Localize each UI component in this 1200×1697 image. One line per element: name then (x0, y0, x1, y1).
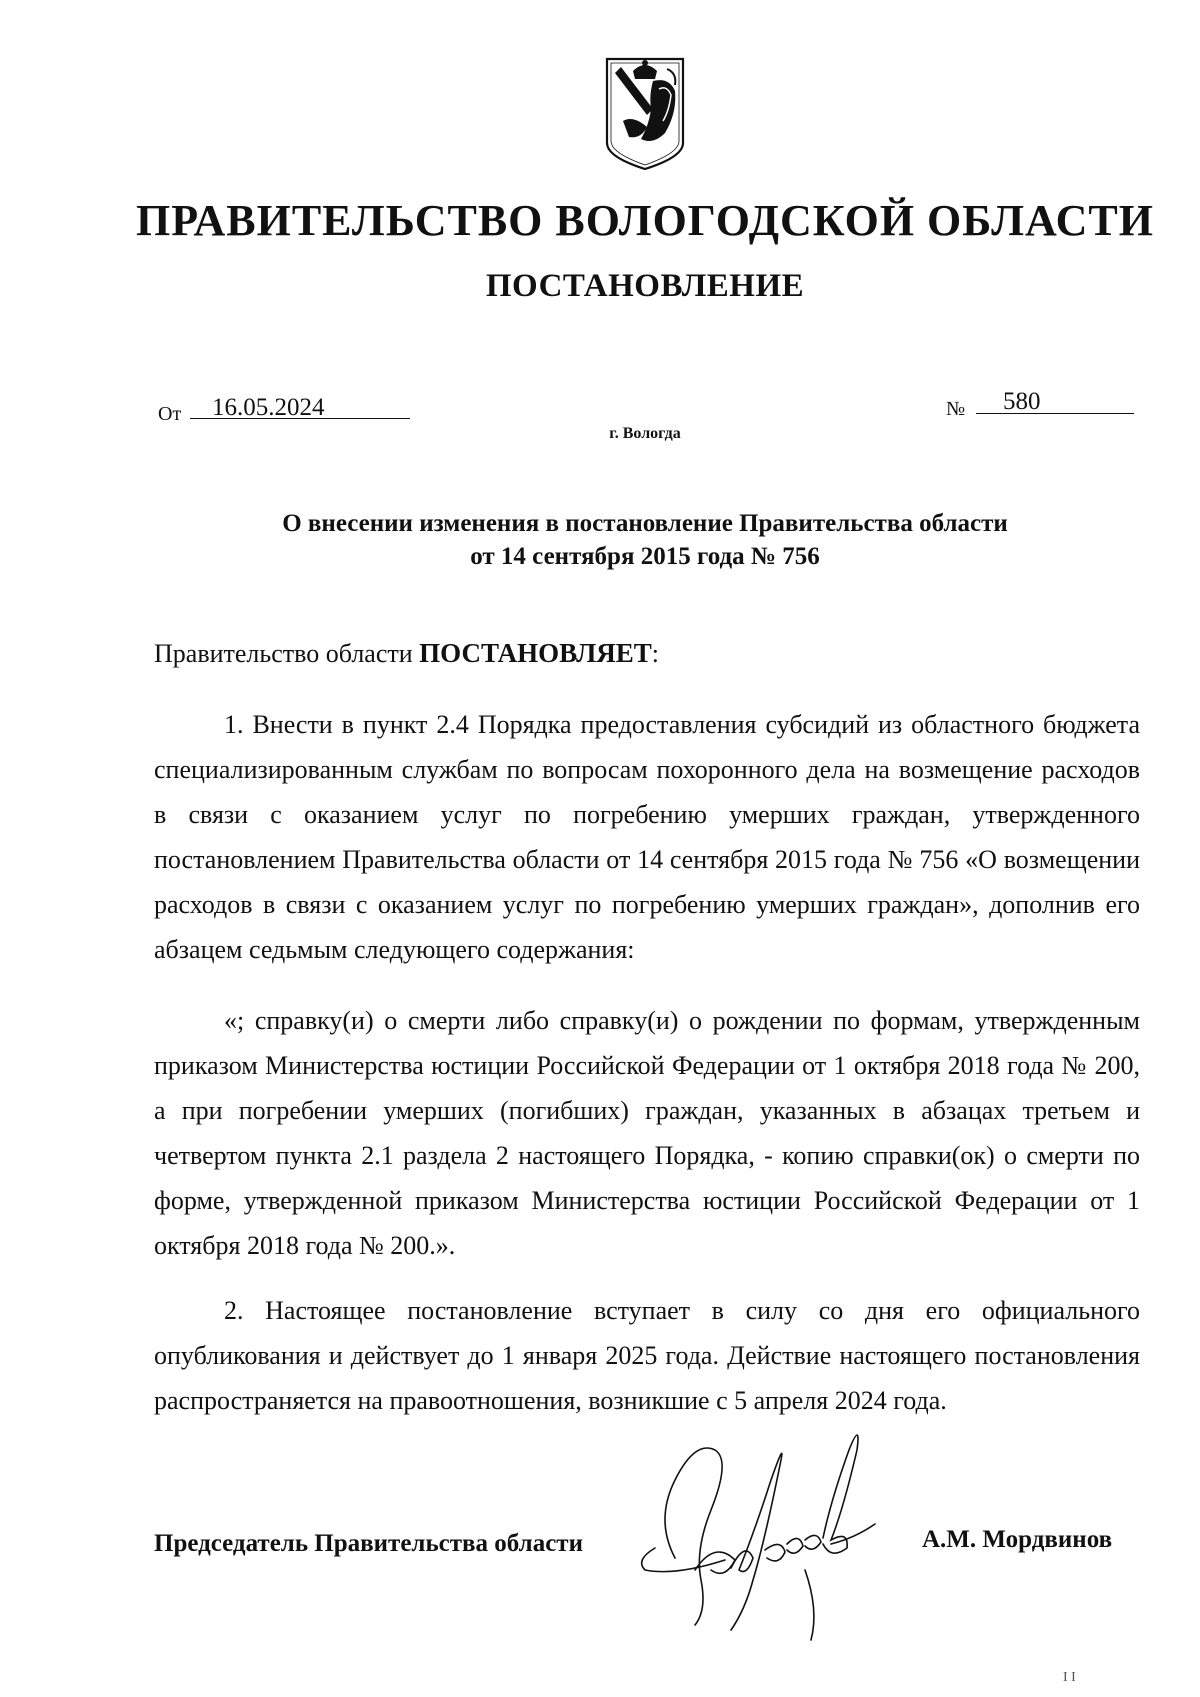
document-number: 580 (1003, 388, 1041, 415)
preamble (154, 638, 659, 669)
document-date: 16.05.2024 (212, 394, 325, 421)
preamble-text: Правительство области (154, 639, 420, 668)
paragraph-quote: «; справку(и) о смерти либо справку(и) о рождении по формам, утвержденным приказом Министерства юстиции Российской Федерации от 1 октября 2018 года № 200, а при погребении умерших (погибших) граждан, указанных в абзацах третьем и четвертом пункта 2.1 раздела 2 настоящего Порядка, - копию справки(ок) о смерти по форме, утвержденной приказом Министерства юстиции Российской Федерации от 1 октября 2018 года № 200.». (154, 1006, 1140, 1260)
government-title: ПРАВИТЕЛЬСТВО ВОЛОГОДСКОЙ ОБЛАСТИ (136, 196, 1154, 245)
handwritten-signature (635, 1420, 905, 1650)
number-underline (976, 413, 1134, 414)
date-label: От (158, 403, 182, 425)
subject-line-2: от 14 сентября 2015 года № 756 (470, 543, 820, 570)
document-type: ПОСТАНОВЛЕНИЕ (485, 268, 805, 304)
subject-line-1: О внесении изменения в постановление Правительства области (282, 510, 1008, 537)
signatory-title: Председатель Правительства области (154, 1530, 583, 1557)
number-label: № (946, 398, 966, 420)
document-subject (0, 507, 1200, 573)
paragraph-2: 2. Настоящее постановление вступает в силу со дня его официального опубликования и действует до 1 января 2025 года. Действие настоящего постановления распространяется на правоотношения, возникшие с 5 апреля 2024 года. (154, 1296, 1140, 1415)
date-underline (190, 418, 410, 419)
preamble-decree: ПОСТАНОВЛЯЕТ (419, 638, 652, 668)
coat-of-arms-icon (603, 55, 687, 173)
preamble-colon: : (651, 639, 660, 668)
paragraph-1: 1. Внести в пункт 2.4 Порядка предоставления субсидий из областного бюджета специализированным службам по вопросам похоронного дела на возмещение расходов в связи с оказанием услуг по погребению умерших граждан, утвержденного постановлением Правительства области от 14 сентября 2015 года № 756 «О возмещении расходов в связи с оказанием услуг по погребению умерших граждан», дополнив его абзацем седьмым следующего содержания: (154, 710, 1140, 964)
city: г. Вологда (609, 425, 681, 442)
page-mark: I I (1063, 1670, 1076, 1685)
signatory-name: А.М. Мордвинов (922, 1526, 1113, 1553)
